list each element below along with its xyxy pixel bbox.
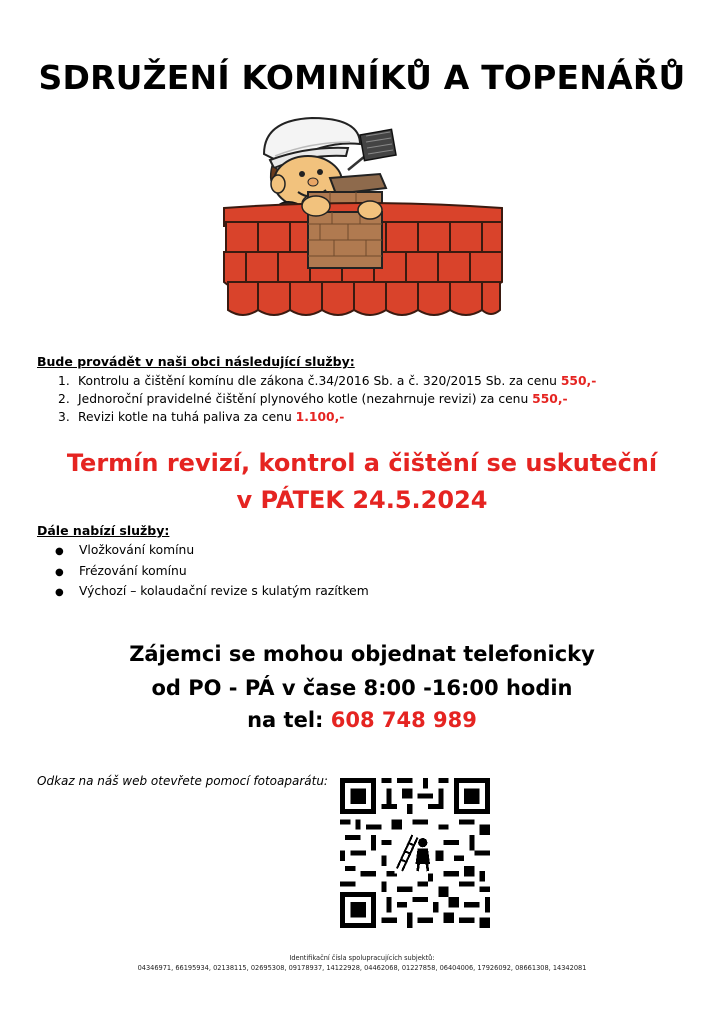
- list-item: ● Vložkování komínu: [55, 541, 369, 562]
- list-item: ● Frézování komínu: [55, 562, 369, 583]
- list-item: ● Výchozí – kolaudační revize s kulatým razítkem: [55, 582, 369, 603]
- extra-services-heading: Dále nabízí služby:: [37, 523, 170, 538]
- qr-note: Odkaz na náš web otevřete pomocí fotoaparátu:: [37, 774, 328, 788]
- list-item: 3. Revizi kotle na tuhá paliva za cenu 1.100,-: [58, 410, 345, 424]
- phone-number[interactable]: 608 748 989: [330, 708, 477, 732]
- bullet-icon: ●: [55, 587, 64, 598]
- headline-date: v PÁTEK 24.5.2024: [236, 486, 488, 514]
- footer-ids: 04346971, 66195934, 02138115, 02695308, 09178937, 14122928, 04462068, 01227858, 06404006, 17926092, 08661308, 14342081: [137, 964, 587, 972]
- bullet-icon: ●: [55, 566, 64, 578]
- contact-line-3: na tel: 608 748 989: [247, 708, 477, 732]
- headline-line-1: Termín revizí, kontrol a čištění se uskuteční: [66, 449, 658, 477]
- footer-label: Identifikační čísla spolupracujících subjektů:: [289, 954, 435, 962]
- services-heading: Bude provádět v naši obci následující služby:: [37, 354, 355, 369]
- contact-line-2: od PO - PÁ v čase 8:00 -16:00 hodin: [151, 676, 573, 700]
- chimney-sweep-illustration: [220, 112, 505, 324]
- qr-code[interactable]: [340, 778, 490, 928]
- page-title: SDRUŽENÍ KOMINÍKŮ A TOPENÁŘŮ: [38, 58, 686, 97]
- extra-services-list: [55, 541, 369, 603]
- bullet-icon: ●: [55, 546, 64, 557]
- services-list: [50, 372, 596, 426]
- list-item: 1. Kontrolu a čištění komínu dle zákona č.34/2016 Sb. a č. 320/2015 Sb. za cenu 550,-: [58, 374, 597, 388]
- list-item: 2. Jednoroční pravidelné čištění plynového kotle (nezahrnuje revizi) za cenu 550,-: [58, 392, 568, 406]
- contact-line-1: Zájemci se mohou objednat telefonicky: [129, 642, 595, 666]
